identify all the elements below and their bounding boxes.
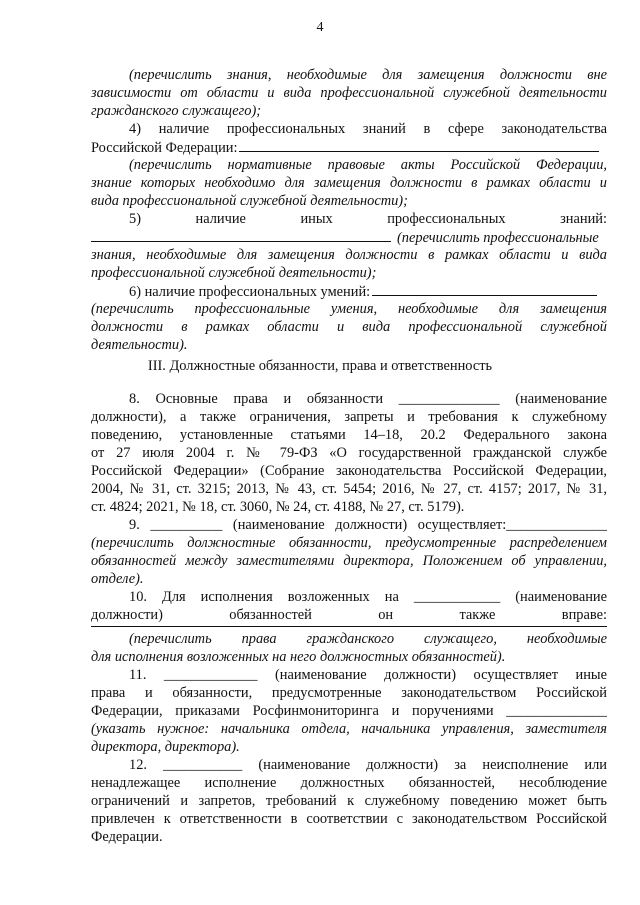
text-line: (перечислить права гражданского служащего, необходимые [129,631,607,647]
text-line: знание которых необходимо для замещения должности в рамках области и [91,175,607,191]
text-line: профессиональной служебной деятельности); [91,265,377,281]
text-line: для исполнения возложенных на него должностных обязанностей). [91,649,506,665]
text-line: (перечислить профессиональные [91,228,607,247]
text-line: Российской Федерации» (Собрание законодательства Российской Федерации, [91,463,607,479]
text-line: 11. _____________ (наименование должности) осуществляет иные [129,667,607,683]
text-line: (перечислить профессиональные умения, необходимые для замещения [91,301,607,317]
text-line: 5) наличие иных профессиональных знаний: [129,211,607,227]
page-number: 4 [316,20,324,35]
text-line: ст. 4824; 2021, № 18, ст. 3060, № 24, ст. 4188, № 27, ст. 5179). [91,499,465,515]
text-line: (перечислить должностные обязанности, предусмотренные распределением [91,535,607,551]
text-line: 2004, № 31, ст. 3215; 2013, № 43, ст. 5454; 2016, № 27, ст. 4157; 2017, № 31, [91,481,607,497]
text-line: знания, необходимые для замещения должности в рамках области и вида [91,247,607,263]
text-line: должности) обязанностей он также вправе: [91,607,607,623]
text-line: 9. __________ (наименование должности) осуществляет:______________ [129,517,607,533]
text-line: 4) наличие профессиональных знаний в сфере законодательства [129,121,607,137]
text-line: привлечен к ответственности в соответствии с законодательством Российской [91,811,607,827]
text-line: поведению, установленные статьями 14–18, 20.2 Федерального закона [91,427,607,443]
text-line: должности в рамках области и вида профессиональной служебной [91,319,607,335]
text-line: ненадлежащее исполнение должностных обязанностей, несоблюдение [91,775,607,791]
text-line: гражданского служащего); [91,103,262,119]
text-line: должности), а также ограничения, запреты и требования к служебному [91,409,607,425]
text-line: деятельности). [91,337,188,353]
text-line: (перечислить знания, необходимые для замещения должности вне [129,67,607,83]
text-line: директора, директора). [91,739,240,755]
text-line: 10. Для исполнения возложенных на ____________ (наименование [129,589,607,605]
text-line: отделе). [91,571,144,587]
text-line: 8. Основные права и обязанности ______________ (наименование [129,391,607,407]
text-line: вида профессиональной служебной деятельности); [91,193,408,209]
text-line: зависимости от области и вида профессиональной служебной деятельности [91,85,607,101]
text-line: права и обязанности, предусмотренные законодательством Российской [91,685,607,701]
fill-in-blank [91,626,607,627]
fill-in-blank [91,228,391,242]
text-line: от 27 июля 2004 г. № 79-ФЗ «О государственной гражданской службе [91,445,607,461]
text-line: Федерации, приказами Росфинмониторинга и поручениями ______________ [91,703,607,719]
text-line: Федерации. [91,829,163,845]
fill-in-blank [372,282,597,296]
text-line: Российской Федерации: [91,138,607,157]
section-heading: III. Должностные обязанности, права и ответственность [147,358,493,374]
text-line: обязанностей между заместителями директора, Положением об управлении, [91,553,607,569]
text-line: (указать нужное: начальника отдела, начальника управления, заместителя [91,721,607,737]
text-line: 6) наличие профессиональных умений: [129,282,607,301]
text-line: ограничений и запретов, требований к служебному поведению может быть [91,793,607,809]
text-line: (перечислить нормативные правовые акты Российской Федерации, [129,157,607,173]
fill-in-blank [239,138,599,152]
text-line: 12. ___________ (наименование должности) за неисполнение или [129,757,607,773]
